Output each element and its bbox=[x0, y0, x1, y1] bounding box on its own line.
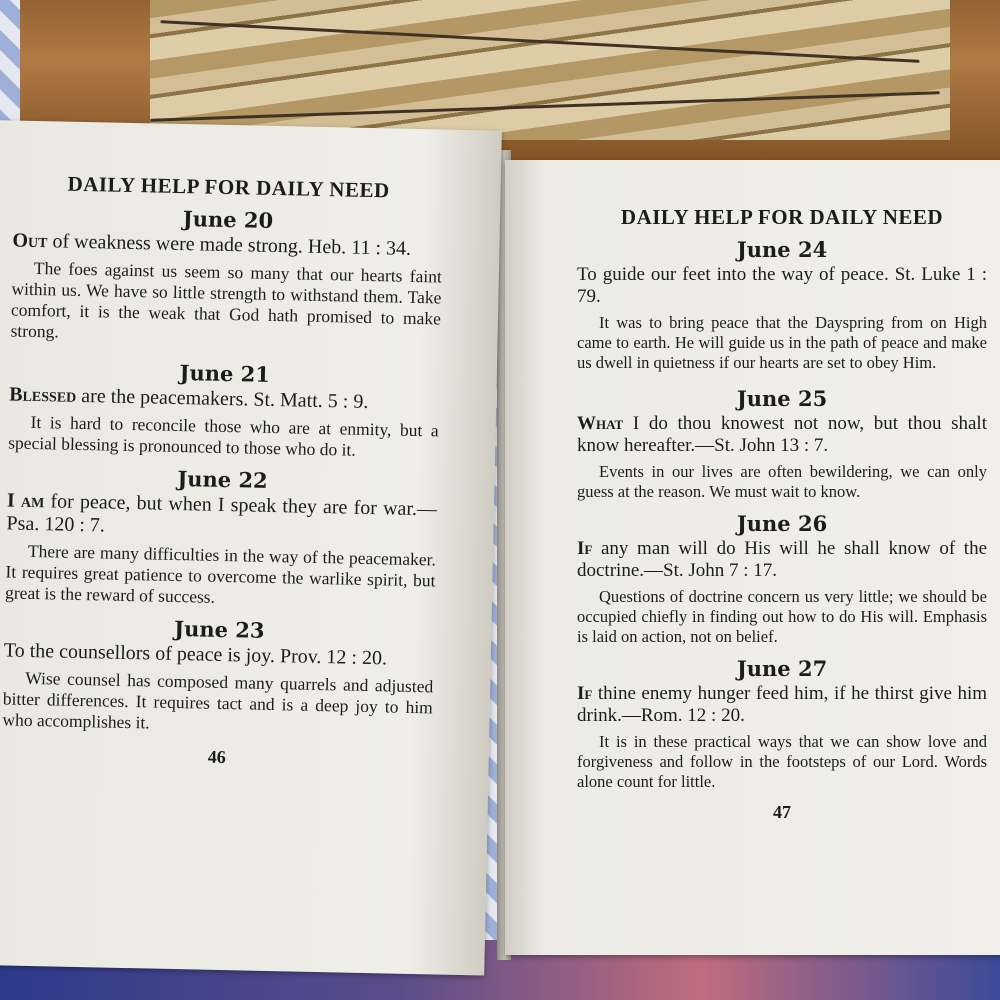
running-head: DAILY HELP FOR DAILY NEED bbox=[620, 205, 944, 229]
devotion-entry bbox=[577, 236, 987, 373]
verse-lead-word: What bbox=[577, 413, 624, 434]
entry-comment: Questions of doctrine concern us very little; we should be occupied chiefly in finding out how to do His will. Emphasis is laid on action, not on belief. bbox=[577, 587, 987, 646]
verse-lead-word: Out bbox=[12, 229, 48, 253]
left-page bbox=[0, 120, 502, 976]
entry-comment: There are many difficulties in the way of the peacemaker. It requires great patience to overcome the warlike spirit, but great is the reward of success. bbox=[4, 540, 437, 607]
entry-verse bbox=[577, 683, 987, 727]
entry-date: June 26 bbox=[736, 511, 828, 536]
devotion-entry bbox=[577, 510, 987, 647]
panel-lead-line bbox=[150, 91, 940, 122]
verse-text: thine enemy hunger feed him, if he thirst give him drink.—Rom. 12 : 20. bbox=[577, 683, 987, 726]
entry-comment: It is hard to reconcile those who are at enmity, but a special blessing is pronounced to those who do it. bbox=[8, 411, 439, 460]
verse-text: are the peacemakers. St. Matt. 5 : 9. bbox=[76, 384, 369, 413]
entry-date: June 20 bbox=[182, 206, 274, 233]
verse-text: any man will do His will he shall know of the doctrine.—St. John 7 : 17. bbox=[577, 538, 987, 581]
verse-text: for peace, but when I speak they are for war.—Psa. 120 : 7. bbox=[6, 490, 438, 537]
right-page bbox=[505, 160, 1000, 955]
entry-date: June 24 bbox=[736, 237, 828, 262]
devotion-entry bbox=[577, 655, 987, 792]
verse-lead-word: If bbox=[577, 683, 593, 704]
verse-lead-word: I am bbox=[6, 489, 45, 513]
marbled-panel bbox=[150, 0, 950, 140]
devotion-entry bbox=[577, 385, 987, 502]
entry-date: June 25 bbox=[736, 386, 828, 411]
verse-lead-word: Blessed bbox=[9, 383, 77, 407]
entry-date: June 27 bbox=[736, 656, 828, 681]
devotion-entry bbox=[2, 611, 434, 739]
entry-comment: Wise counsel has composed many quarrels and adjusted bitter differences. It requires tact and is a deep joy to him who accomplishes it. bbox=[2, 667, 434, 733]
devotion-entry bbox=[10, 202, 443, 351]
verse-text: To guide our feet into the way of peace. St. Luke 1 : 79. bbox=[577, 264, 987, 307]
devotion-entry bbox=[5, 461, 438, 612]
verse-text: I do thou knowest not now, but thou shalt know hereafter.—St. John 13 : 7. bbox=[577, 413, 987, 456]
devotion-entry bbox=[8, 355, 440, 462]
entry-comment: It was to bring peace that the Dayspring from on High came to earth. He will guide us in the path of peace and make us dwell in quietness if our hearts are set to obey Him. bbox=[577, 313, 987, 372]
entry-verse bbox=[577, 264, 987, 308]
entry-verse bbox=[6, 489, 437, 544]
entry-verse bbox=[577, 413, 987, 457]
entry-comment: It is in these practical ways that we can show love and forgiveness and follow in the footsteps of our Lord. Words alone count for little. bbox=[577, 732, 987, 791]
right-page-content bbox=[577, 205, 987, 823]
verse-text: To the counsellors of peace is joy. Prov. 12 : 20. bbox=[3, 639, 388, 670]
entry-date: June 21 bbox=[179, 360, 271, 387]
verse-text: of weakness were made strong. Heb. 11 : 34. bbox=[47, 230, 412, 260]
entry-date: June 23 bbox=[173, 615, 265, 643]
entry-verse bbox=[577, 538, 987, 582]
page-number: 47 bbox=[773, 802, 791, 822]
left-page-content bbox=[2, 171, 444, 773]
page-number: 46 bbox=[207, 746, 226, 768]
entry-comment: Events in our lives are often bewildering, we can only guess at the reason. We must wait to know. bbox=[577, 462, 987, 501]
verse-lead-word: If bbox=[577, 538, 593, 559]
running-head: DAILY HELP FOR DAILY NEED bbox=[67, 171, 390, 203]
panel-lead-line bbox=[160, 20, 919, 63]
entry-date: June 22 bbox=[177, 466, 268, 493]
entry-comment: The foes against us seem so many that our hearts faint within us. We have so little strength to withstand them. Take comfort, it is the weak that God hath promised to make strong. bbox=[10, 257, 443, 342]
